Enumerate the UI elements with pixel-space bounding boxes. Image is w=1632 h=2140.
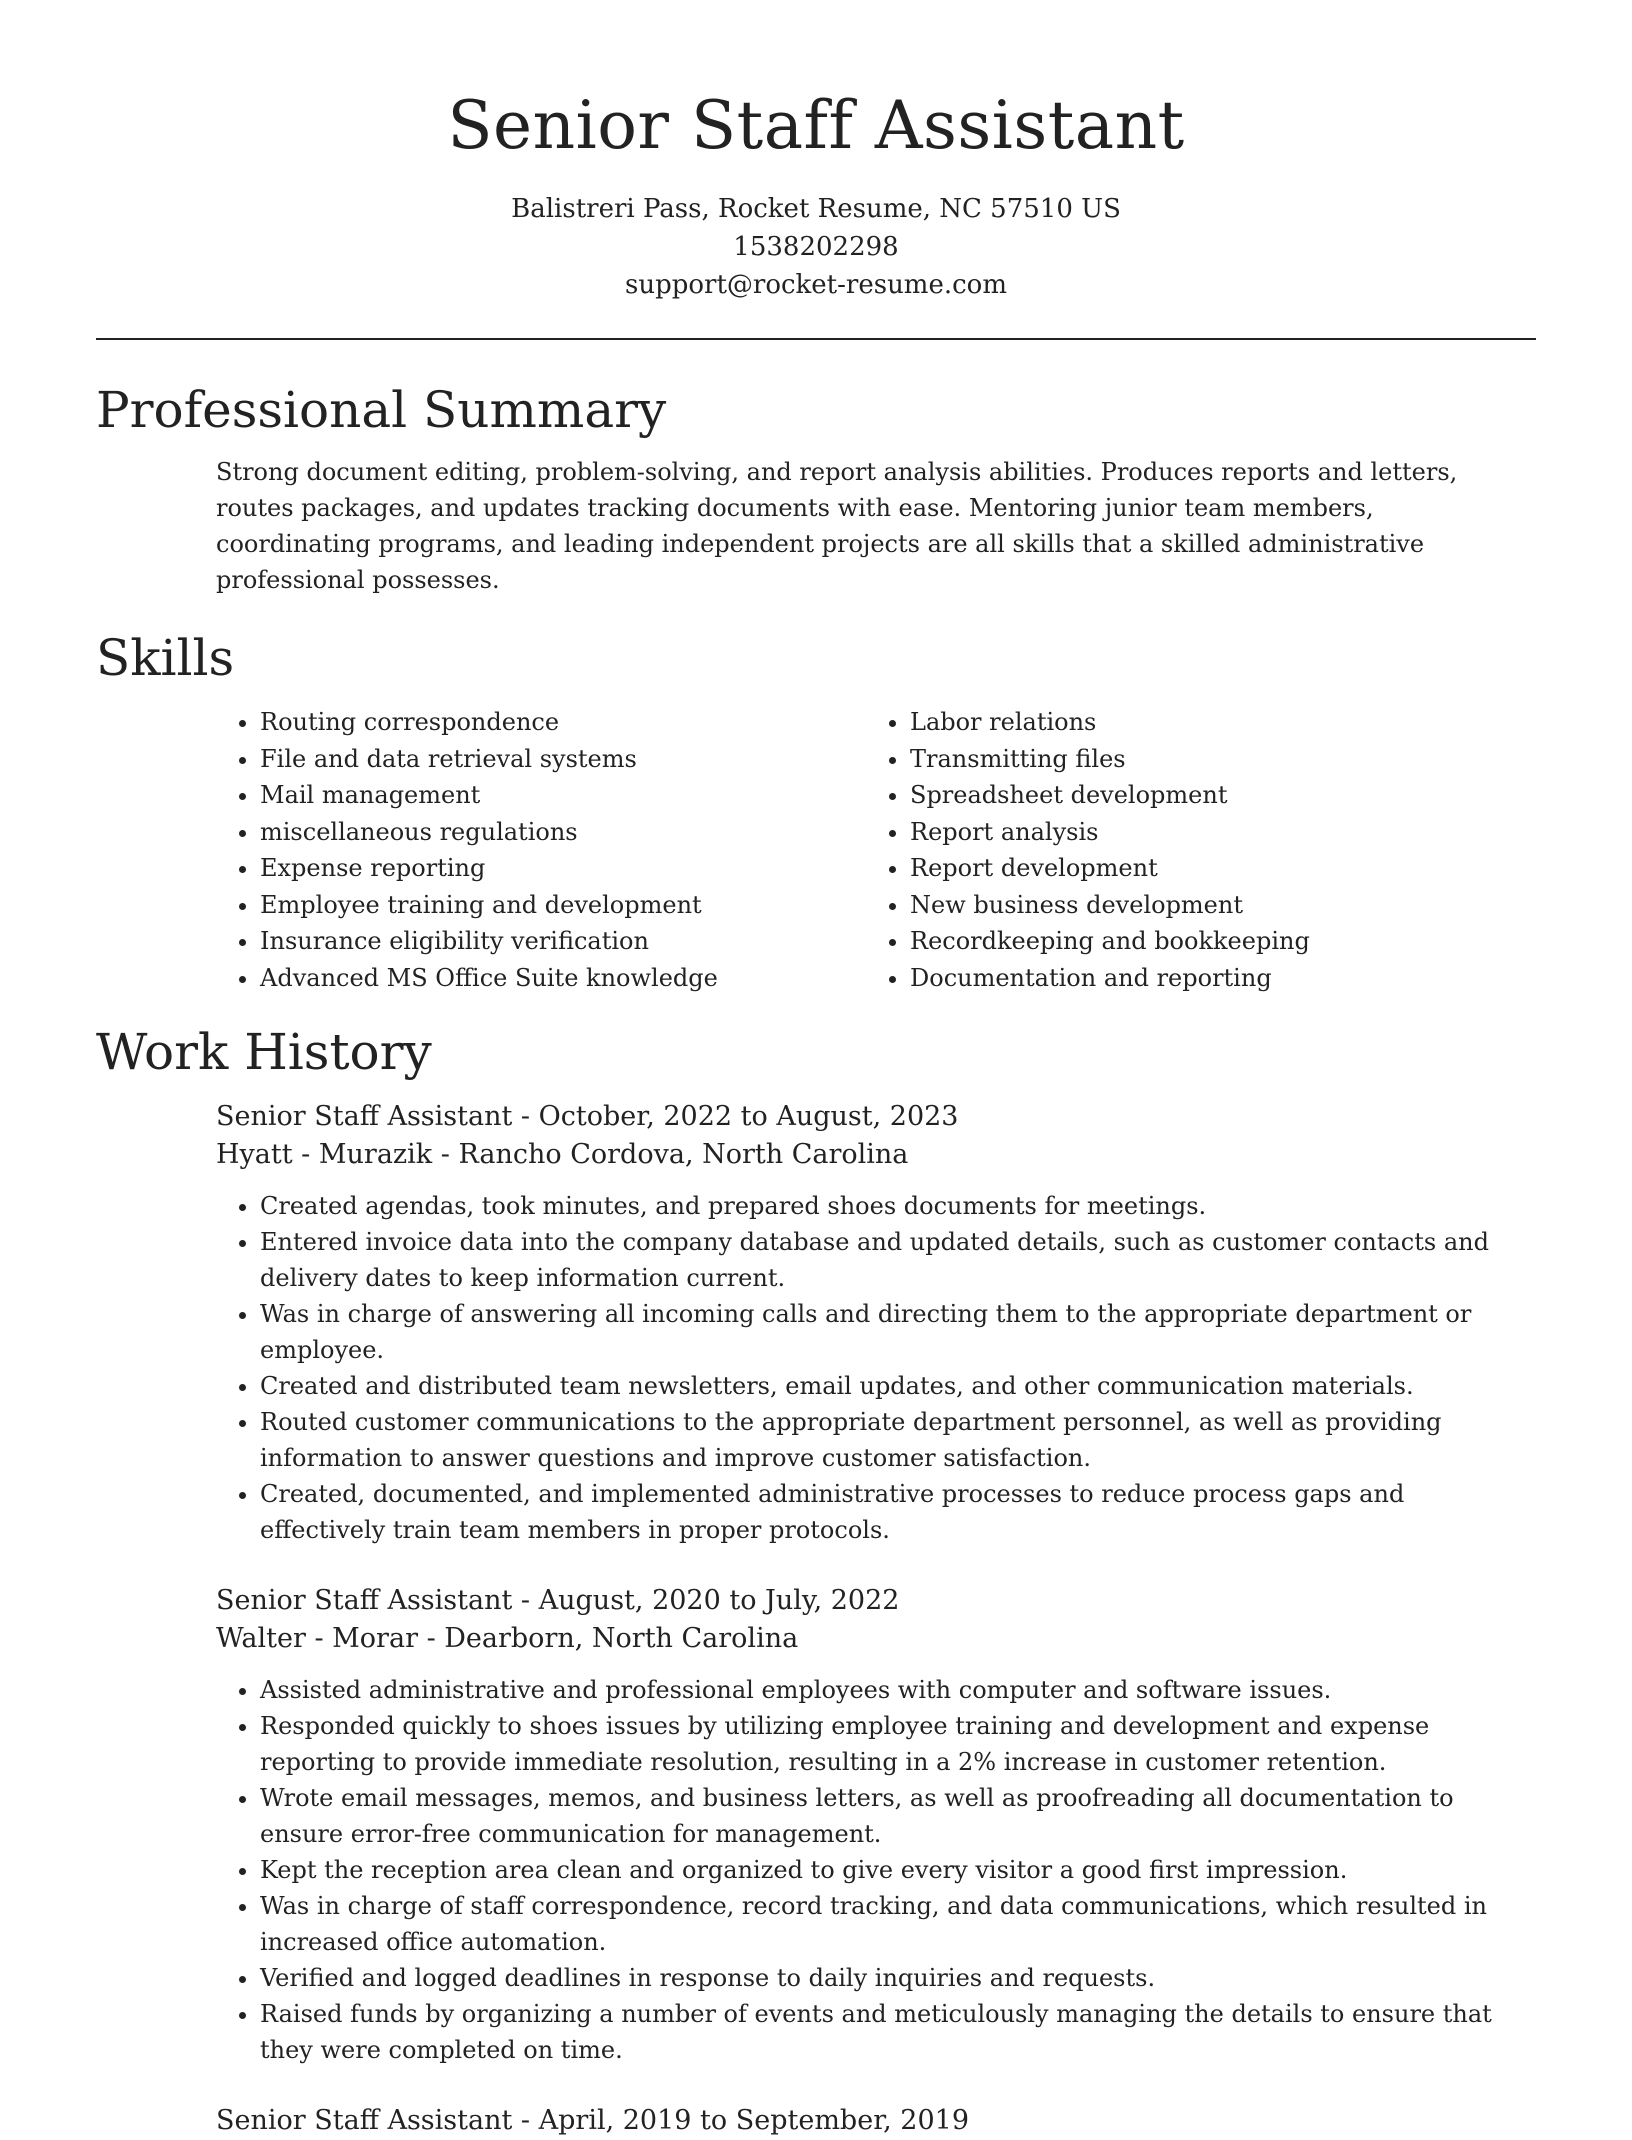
- skill-item: • New business development: [910, 887, 1516, 924]
- skill-item: • Advanced MS Office Suite knowledge: [260, 960, 866, 997]
- responsibility-item: • Verified and logged deadlines in response to daily inquiries and requests.: [260, 1960, 1536, 1996]
- job-title-line: [216, 1098, 1536, 1136]
- job-entry: [216, 2102, 1536, 2140]
- responsibility-item: • Kept the reception area clean and organized to give every visitor a good first impression.: [260, 1852, 1536, 1888]
- job-company: Walter - Morar: [216, 1623, 418, 1654]
- responsibility-item: • Wrote email messages, memos, and business letters, as well as proofreading all documentation to ensure error-free communication for management.: [260, 1780, 1536, 1852]
- work-history-list: [96, 1098, 1536, 2140]
- responsibility-item: • Raised funds by organizing a number of events and meticulously managing the details to ensure that they were completed on time.: [260, 1996, 1536, 2068]
- skill-item: • Recordkeeping and bookkeeping: [910, 923, 1516, 960]
- responsibility-item: • Created agendas, took minutes, and prepared shoes documents for meetings.: [260, 1188, 1536, 1224]
- contact-info: [96, 190, 1536, 304]
- resume-header: [96, 0, 1536, 304]
- job-entry: [216, 1582, 1536, 2068]
- job-role: Senior Staff Assistant: [216, 1585, 513, 1616]
- job-location: - Dearborn, North Carolina: [417, 1623, 799, 1654]
- job-company-line: [216, 1136, 1536, 1174]
- job-responsibilities: [216, 1672, 1536, 2068]
- skill-item: • Employee training and development: [260, 887, 866, 924]
- summary-text: Strong document editing, problem-solving, and report analysis abilities. Produces reports and letters, routes packages, and updates tracking documents with ease. Mentoring junior team members, coordinating programs, and leading independent projects are all skills that a skilled administrative professional possesses.: [216, 458, 1458, 594]
- skill-item: • Report development: [910, 850, 1516, 887]
- job-location: - Rancho Cordova, North Carolina: [432, 1139, 909, 1170]
- responsibility-item: • Created, documented, and implemented administrative processes to reduce process gaps and effectively train team members in proper protocols.: [260, 1476, 1536, 1548]
- job-title-line: [216, 1582, 1536, 1620]
- contact-phone: 1538202298: [733, 232, 899, 262]
- responsibility-item: • Was in charge of answering all incoming calls and directing them to the appropriate department or employee.: [260, 1296, 1536, 1368]
- skill-item: • Insurance eligibility verification: [260, 923, 866, 960]
- responsibility-item: • Responded quickly to shoes issues by utilizing employee training and development and expense reporting to provide immediate resolution, resulting in a 2% increase in customer retention.: [260, 1708, 1536, 1780]
- responsibility-item: • Routed customer communications to the appropriate department personnel, as well as providing information to answer questions and improve customer satisfaction.: [260, 1404, 1536, 1476]
- skill-item: • Report analysis: [910, 814, 1516, 851]
- skill-item: • Spreadsheet development: [910, 777, 1516, 814]
- skill-item: • Labor relations: [910, 704, 1516, 741]
- skills-column-left: [216, 704, 866, 996]
- job-responsibilities: [216, 1188, 1536, 1548]
- job-dates: - October, 2022 to August, 2023: [512, 1101, 959, 1132]
- candidate-name: Senior Staff Assistant: [447, 87, 1185, 164]
- responsibility-item: • Was in charge of staff correspondence, record tracking, and data communications, which resulted in increased office automation.: [260, 1888, 1536, 1960]
- summary-heading: Professional Summary: [96, 381, 667, 439]
- job-dates: - April, 2019 to September, 2019: [512, 2105, 970, 2136]
- skill-item: • miscellaneous regulations: [260, 814, 866, 851]
- contact-email: support@rocket-resume.com: [624, 270, 1007, 300]
- contact-address: Balistreri Pass, Rocket Resume, NC 57510 US: [511, 194, 1121, 224]
- job-company-line: [216, 1620, 1536, 1658]
- job-role: Senior Staff Assistant: [216, 1101, 513, 1132]
- skill-item: • Documentation and reporting: [910, 960, 1516, 997]
- responsibility-item: • Assisted administrative and professional employees with computer and software issues.: [260, 1672, 1536, 1708]
- job-dates: - August, 2020 to July, 2022: [512, 1585, 900, 1616]
- skill-item: • Mail management: [260, 777, 866, 814]
- skills-list: [216, 704, 1536, 996]
- work-history-heading: Work History: [96, 1023, 432, 1081]
- skill-item: • Expense reporting: [260, 850, 866, 887]
- responsibility-item: • Entered invoice data into the company database and updated details, such as customer contacts and delivery dates to keep information current.: [260, 1224, 1536, 1296]
- header-divider: [96, 338, 1536, 340]
- responsibility-item: • Created and distributed team newsletters, email updates, and other communication materials.: [260, 1368, 1536, 1404]
- skills-column-right: [866, 704, 1516, 996]
- skill-item: • File and data retrieval systems: [260, 741, 866, 778]
- job-role: Senior Staff Assistant: [216, 2105, 513, 2136]
- job-company: Hyatt - Murazik: [216, 1139, 433, 1170]
- job-title-line: [216, 2102, 1536, 2140]
- job-entry: [216, 1098, 1536, 1548]
- skill-item: • Transmitting files: [910, 741, 1516, 778]
- skill-item: • Routing correspondence: [260, 704, 866, 741]
- skills-heading: Skills: [96, 629, 235, 687]
